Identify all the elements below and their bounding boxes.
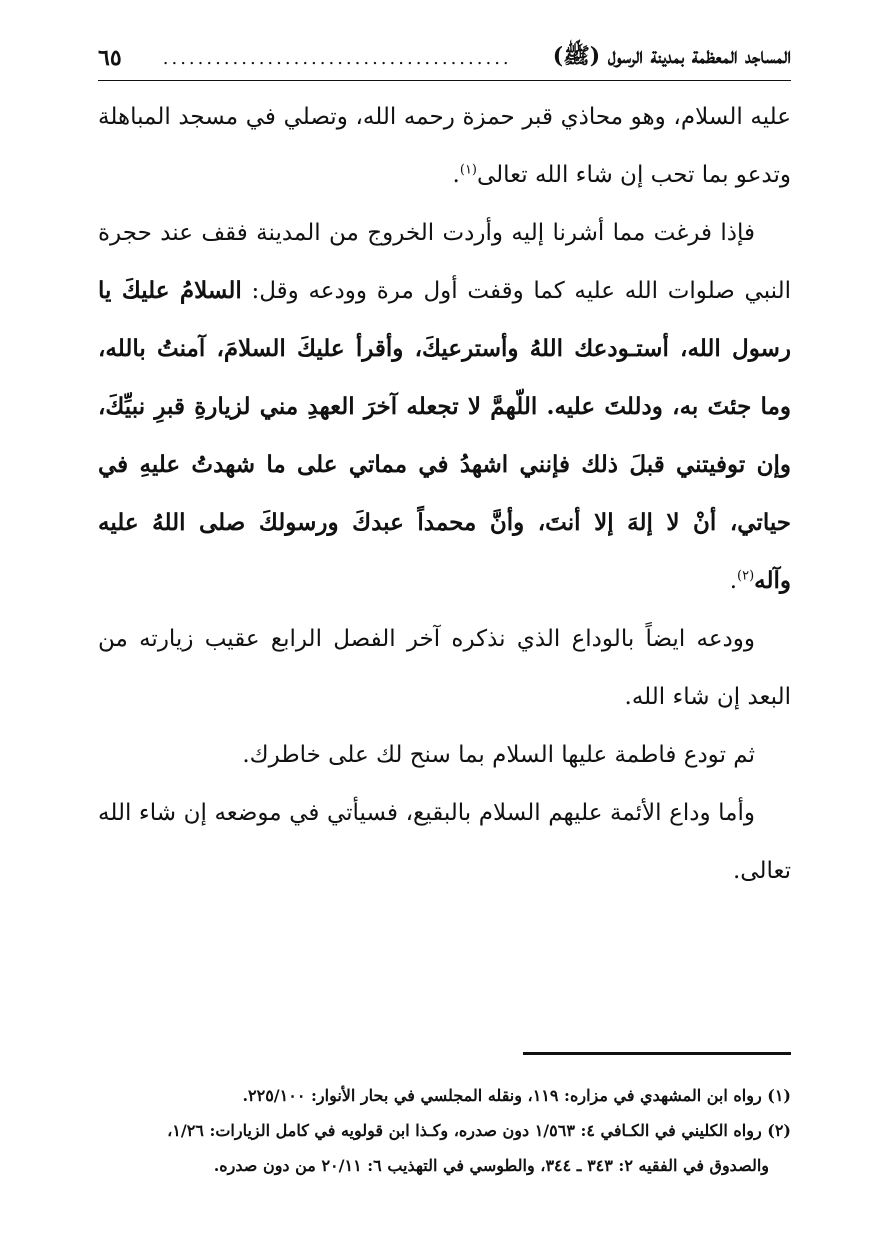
footnote-2-line-2: والصدوق في الفقيه ٢: ٣٤٣ ـ ٣٤٤، والطوسي في التهذيب ٦: ٢٠/١١ من دون صدره.: [213, 1156, 769, 1175]
header-rule: [98, 80, 791, 81]
footnotes: [98, 1078, 791, 1183]
paragraph-1-text: عليه السلام، وهو محاذي قبر حمزة رحمه الله، وتصلي في مسجد المباهلة وتدعو بما تحب إن شاء الله تعالى: [98, 104, 791, 188]
paragraph-2-end: .: [729, 568, 738, 594]
paragraph-5: وأما وداع الأئمة عليهم السلام بالبقيع، فسيأتي في موضعه إن شاء الله تعالى.: [98, 800, 791, 884]
paragraph-1-end: .: [452, 162, 460, 188]
running-title: المساجد المعظمة بمدينة الرسول (ﷺ): [552, 43, 791, 69]
farewell-supplication: السلامُ عليكَ يا رسول الله، أستـودعك اللهُ وأسترعيكَ، وأقرأ عليكَ السلامَ، آمنتُ بالله، وما جئتَ به، ودللتَ عليه. اللّهمَّ لا تجعله آخرَ العهدِ مني لزيارةِ قبرِ نبيِّكَ، وإن توفيتني قبلَ ذلك فإنني اشهدُ في مماتي على ما شهدتُ عليهِ في حياتي، أنْ لا إلهَ إلا أنتَ، وأنَّ محمداً عبدكَ ورسولكَ صلى اللهُ عليه وآله: [98, 277, 791, 594]
footnote-separator: [523, 1052, 791, 1055]
footnote-1: (١) رواه ابن المشهدي في مزاره: ١١٩، ونقله المجلسي في بحار الأنوار: ٢٢٥/١٠٠.: [242, 1086, 791, 1105]
paragraph-1: [98, 88, 791, 204]
footnote-ref-1: (١): [459, 162, 477, 178]
leader-dots: ........................................: [162, 47, 512, 69]
running-header: [98, 38, 791, 78]
page-number: ٦٥: [98, 45, 122, 71]
footnote-2-line-1: (٢) رواه الكليني في الكـافي ٤: ١/٥٦٣ دون صدره، وكـذا ابن قولويه في كامل الزيارات: ١/٢٦،: [167, 1121, 791, 1140]
footnote-ref-2: (٢): [737, 568, 755, 584]
paragraph-4: ثم تودع فاطمة عليها السلام بما سنح لك على خاطرك.: [242, 742, 755, 768]
paragraph-2-text: فإذا فرغت مما أشرنا إليه وأردت الخروج من المدينة فقف عند حجرة النبي صلوات الله عليه كما وقفت أول مرة وودعه وقل:: [98, 220, 791, 304]
paragraph-2: [98, 204, 791, 610]
main-text: [98, 88, 791, 900]
paragraph-3: وودعه ايضاً بالوداع الذي نذكره آخر الفصل الرابع عقيب زيارته من البعد إن شاء الله.: [98, 626, 791, 710]
